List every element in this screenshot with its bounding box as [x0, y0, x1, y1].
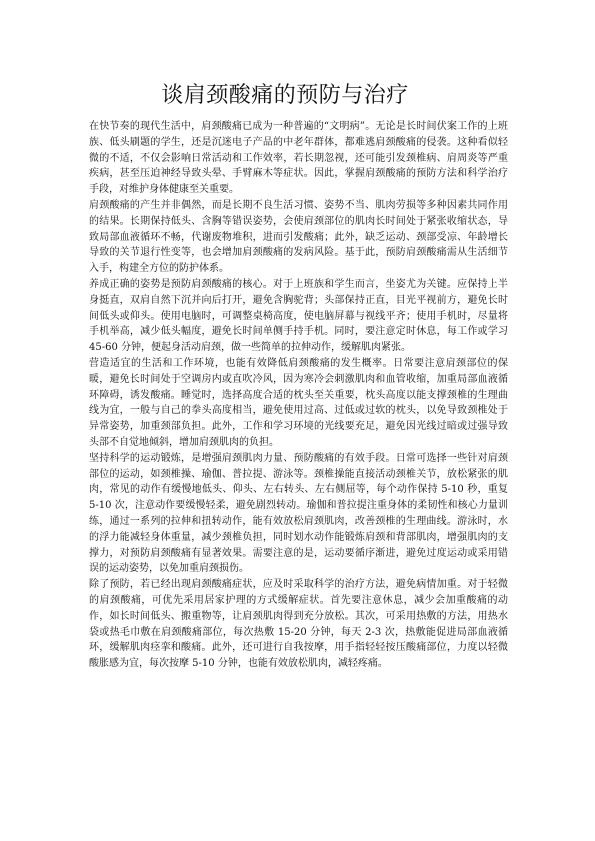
article-body [89, 119, 508, 672]
paragraph-4: 营造适宜的生活和工作环境，也能有效降低肩颈酸痛的发生概率。日常要注意肩颈部位的保暖，避免长时间处于空调房内或直吹冷风，因为寒冷会刺激肌肉和血管收缩，加重局部血液循环障碍，诱发酸痛。睡觉时，选择高度合适的枕头至关重要，枕头高度以能支撑颈椎的生理曲线为宜，一般与自己的拳头高度相当，避免使用过高、过低或过软的枕头，以免导致颈椎处于异常姿势，加重颈部负担。此外，工作和学习环境的光线要充足，避免因光线过暗或过强导致头部不自觉地倾斜，增加肩颈肌肉的负担。 [89, 357, 508, 448]
paragraph-1: 在快节奏的现代生活中，肩颈酸痛已成为一种普遍的“文明病”。无论是长时间伏案工作的上班族、低头刷题的学生，还是沉迷电子产品的中老年群体，都难逃肩颈酸痛的侵袭。这种看似轻微的不适，不仅会影响日常活动和工作效率，若长期忽视，还可能引发颈椎病、肩周炎等严重疾病，甚至压迫神经导致头晕、手臂麻木等症状。因此，掌握肩颈酸痛的预防方法和科学治疗手段，对维护身体健康至关重要。 [89, 121, 508, 196]
paragraph-6: 除了预防，若已经出现肩颈酸痛症状，应及时采取科学的治疗方法，避免病情加重。对于轻微的肩颈酸痛，可优先采用居家护理的方式缓解症状。首先要注意休息，减少会加重酸痛的动作，如长时间低头、搬重物等，让肩颈肌肉得到充分放松。其次，可采用热敷的方法，用热水袋或热毛巾敷在肩颈酸痛部位，每次热敷 15-20 分钟，每天 2-3 次，热敷能促进局部血液循环，缓解肌肉痉挛和酸痛。此外，还可进行自我按摩，用手指轻轻按压酸痛部位，力度以轻微酸胀感为宜，每次按摩 5-10 分钟，也能有效放松肌肉，减轻疼痛。 [89, 579, 508, 670]
paragraph-5: 坚持科学的运动锻炼，是增强肩颈肌肉力量、预防酸痛的有效手段。日常可选择一些针对肩颈部位的运动，如颈椎操、瑜伽、普拉提、游泳等。颈椎操能直接活动颈椎关节，放松紧张的肌肉，常见的动作有缓慢地低头、仰头、左右转头、左右侧屈等，每个动作保持 5-10 秒，重复 5-10 次，注意动作要缓慢轻柔，避免剧烈转动。瑜伽和普拉提注重身体的柔韧性和核心力量训练，通过一系列的拉伸和扭转动作，能有效放松肩颈肌肉，改善颈椎的生理曲线。游泳时，水的浮力能减轻身体重量，减少颈椎负担，同时划水动作能锻炼肩颈和背部肌肉，增强肌肉的支撑力，对预防肩颈酸痛有显著效果。需要注意的是，运动要循序渐进，避免过度运动或采用错误的运动姿势，以免加重肩颈损伤。 [89, 452, 508, 575]
paragraph-2: 肩颈酸痛的产生并非偶然，而是长期不良生活习惯、姿势不当、肌肉劳损等多种因素共同作用的结果。长期保持低头、含胸等错误姿势，会使肩颈部位的肌肉长时间处于紧张收缩状态，导致局部血液循环不畅，代谢废物堆积，进而引发酸痛；此外，缺乏运动、颈部受凉、年龄增长导致的关节退行性变等，也会增加肩颈酸痛的发病风险。基于此，预防肩颈酸痛需从生活细节入手，构建全方位的防护体系。 [89, 199, 508, 275]
paragraph-3: 养成正确的姿势是预防肩颈酸痛的核心。对于上班族和学生而言，坐姿尤为关键。应保持上半身挺直，双肩自然下沉并向后打开，避免含胸驼背；头部保持正直，目光平视前方，避免长时间低头或仰头。使用电脑时，可调整桌椅高度，使电脑屏幕与视线平齐；使用手机时，尽量将手机举高，减少低头幅度，避免长时间单侧手持手机。同时，要注意定时休息，每工作或学习 45-60 分钟，便起身活动肩颈，做一些简单的拉伸动作，缓解肌肉紧张。 [89, 278, 508, 354]
page-title: 谈肩颈酸痛的预防与治疗 [161, 83, 409, 108]
